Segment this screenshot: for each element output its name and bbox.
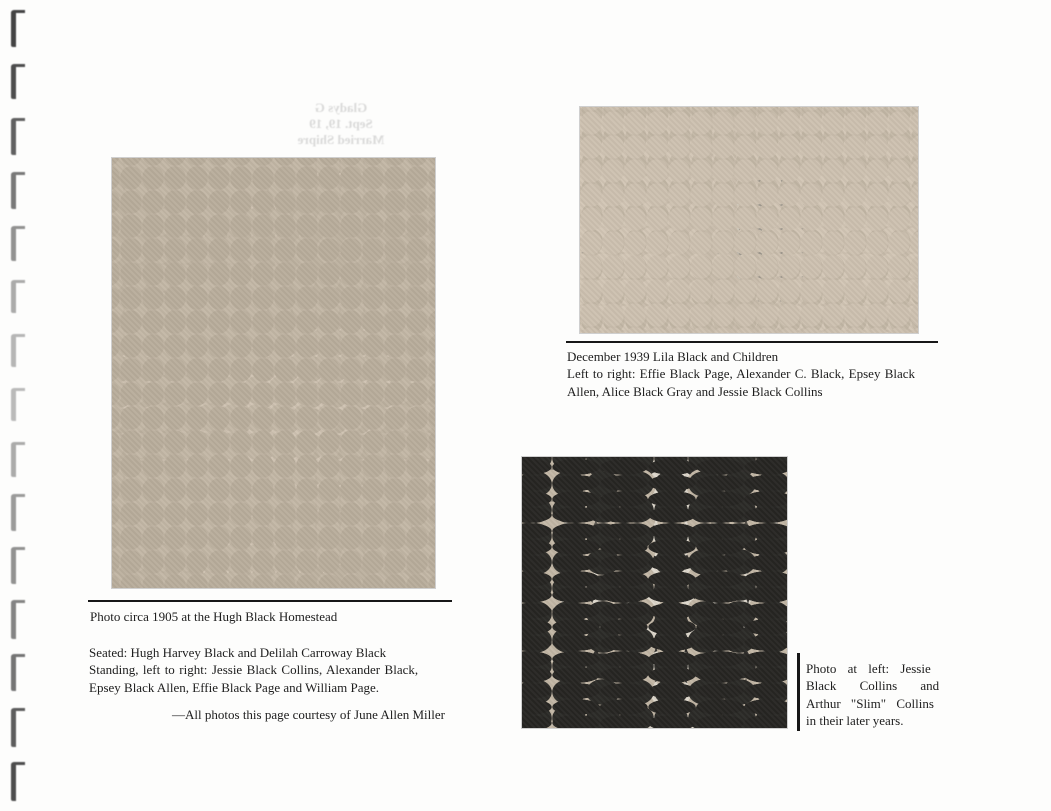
binding-mark — [11, 442, 25, 477]
binding-mark — [11, 334, 25, 367]
binding-mark — [11, 118, 25, 155]
binding-mark — [11, 172, 25, 209]
photo-credit-line: —All photos this page courtesy of June Allen Miller — [172, 707, 445, 722]
homestead-caption-title: Photo circa 1905 at the Hugh Black Homestead — [90, 609, 338, 624]
collins-caption-line-4: in their later years. — [806, 713, 904, 729]
binding-mark — [11, 708, 25, 747]
caption-divider-left — [88, 600, 452, 602]
binding-mark — [11, 547, 25, 584]
binding-mark — [11, 654, 25, 691]
binding-mark — [11, 10, 25, 47]
homestead-caption-block — [89, 644, 418, 696]
binding-mark — [11, 280, 25, 313]
binding-mark — [11, 64, 25, 99]
lila-caption-line-3: Allen, Alice Black Gray and Jessie Black Collins — [567, 383, 823, 399]
bleed-line-1: Gladys G — [314, 100, 368, 115]
collins-caption-line-2: Black Collins and — [806, 678, 940, 694]
lila-caption-line-2: Left to right: Effie Black Page, Alexander C. Black, Epsey Black — [567, 366, 916, 382]
bleed-line-3: Married Shipre — [297, 132, 385, 147]
binding-mark — [11, 762, 25, 801]
binding-mark — [11, 388, 25, 421]
bleed-through-text — [246, 100, 436, 148]
collins-caption-line-1: Photo at left: Jessie — [806, 661, 931, 676]
collins-caption-line-3: Arthur "Slim" Collins — [806, 695, 934, 711]
homestead-group-photo — [112, 158, 435, 588]
binding-mark — [11, 494, 25, 531]
bleed-line-2: Sept. 19, 19 — [309, 116, 373, 131]
lila-caption-line-1: December 1939 Lila Black and Children — [567, 349, 779, 364]
homestead-standing-line-1: Standing, left to right: Jessie Black Collins, Alexander Black, — [89, 662, 419, 678]
binding-mark — [11, 226, 25, 261]
lila-black-children-photo — [580, 107, 918, 333]
caption-side-bar — [797, 653, 800, 731]
homestead-standing-line-2: Epsey Black Allen, Effie Black Page and William Page. — [89, 679, 379, 695]
collins-couple-photo — [522, 457, 787, 728]
lila-caption-block — [567, 348, 915, 400]
homestead-seated-line: Seated: Hugh Harvey Black and Delilah Carroway Black — [89, 645, 387, 660]
collins-caption-block — [806, 660, 939, 730]
binding-mark — [11, 600, 25, 639]
caption-divider-right — [566, 341, 938, 343]
